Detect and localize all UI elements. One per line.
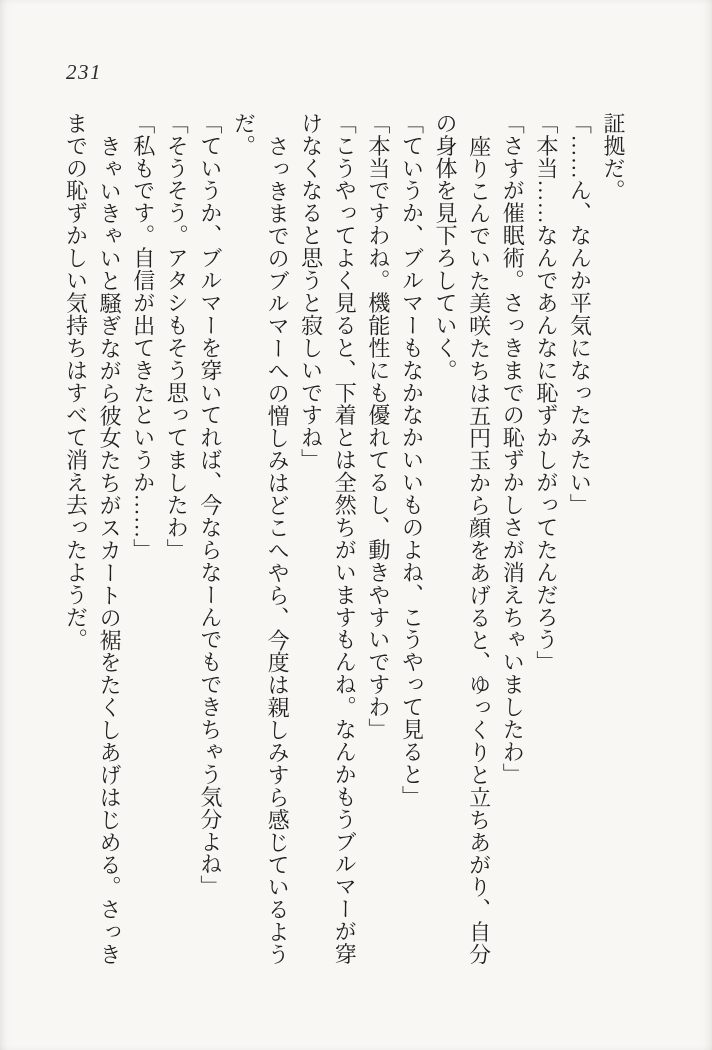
vertical-text-block (59, 112, 630, 974)
text-line: までの恥ずかしい気持ちはすべて消え去ったようだ。 (63, 112, 89, 651)
text-line: 「本当……なんであんなに恥ずかしがってたんだろう」 (533, 112, 559, 674)
text-line: 「ていうか、ブルマーもなかなかいいものよね、こうやって見ると」 (399, 112, 425, 808)
text-line: きゃいきゃいと騒ぎながら彼女たちがスカートの裾をたくしあげはじめる。さっき (97, 135, 123, 966)
text-line: 「……ん、なんか平気になったみたい」 (567, 112, 593, 517)
text-line: さっきまでのブルマーへの憎しみはどこへやら、今度は親しみすら感じているよう (265, 135, 291, 966)
text-line: 証拠だ。 (601, 112, 626, 202)
text-line: だ。 (231, 112, 257, 157)
text-line: 「私もです。自信が出てきたというか……」 (130, 112, 156, 561)
text-line: 「本当ですわね。機能性にも優れてるし、動きやすいですわ」 (365, 112, 391, 741)
text-line: 「そうそう。アタシもそう思ってましたわ」 (164, 112, 190, 561)
page-number: 231 (66, 60, 102, 84)
text-line: 「さすが催眠術。さっきまでの恥ずかしさが消えちゃいましたわ」 (500, 112, 526, 786)
text-line: けなくなると思うと寂しいですね」 (298, 112, 324, 472)
text-line: 座りこんでいた美咲たちは五円玉から顔をあげると、ゆっくりと立ちあがり、自分 (466, 135, 492, 966)
text-line: 「ていうか、ブルマーを穿いてれば、今ならなーんでもできちゃう気分よね」 (197, 112, 223, 898)
text-line: の身体を見下ろしていく。 (433, 112, 459, 382)
text-line: 「こうやってよく見ると、下着とは全然ちがいますもんね。なんかもうブルマーが穿 (332, 112, 358, 966)
